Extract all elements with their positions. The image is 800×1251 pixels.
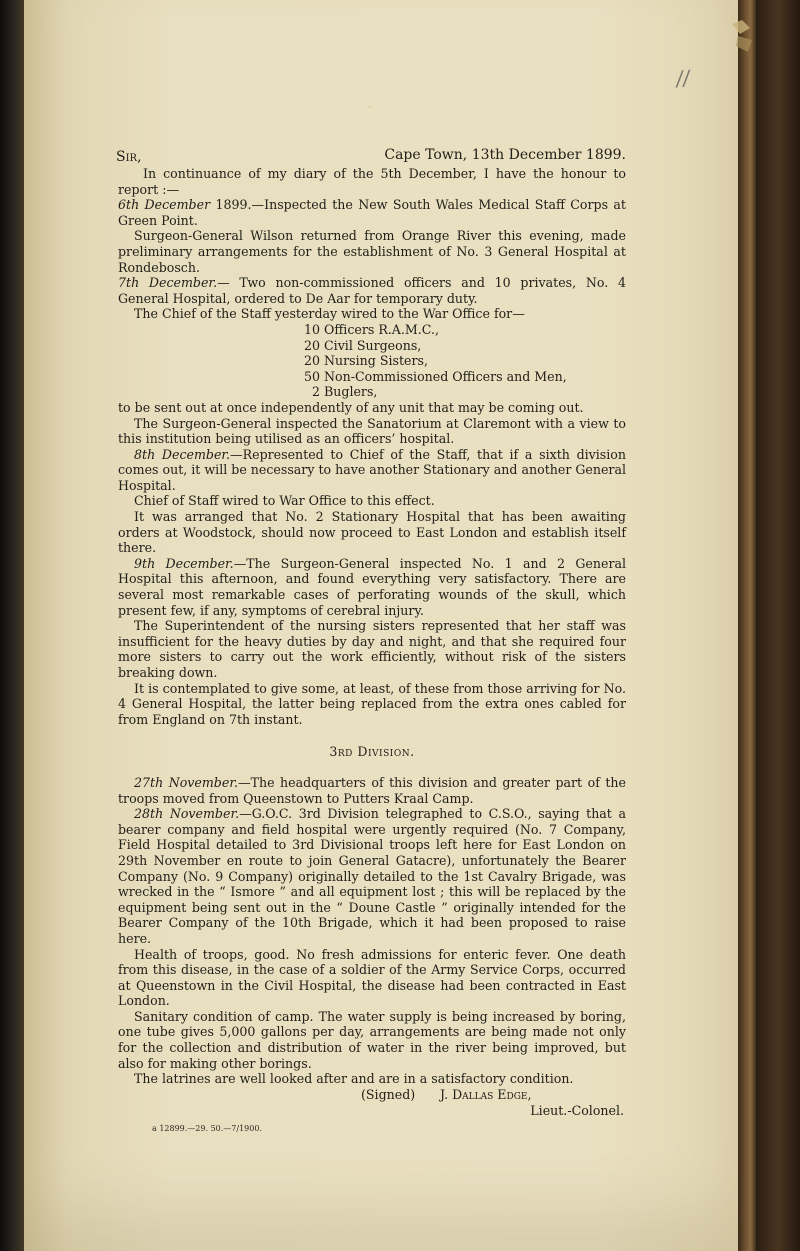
entry-paragraph: Health of troops, good. No fresh admissions for enteric fever. One death from this disease, in the case of a soldier of the Army Service Corps, occurred at Queenstown in the Civil Hospital, the disease had been contracted in East London. xyxy=(118,946,626,1009)
entry-paragraph: Surgeon-General Wilson returned from Orange River this evening, made preliminary arrangements for the establishment of No. 3 General Hospital at Rondebosch. xyxy=(118,228,626,275)
place-date: Cape Town, 13th December 1899. xyxy=(384,147,626,163)
signed-label: (Signed) xyxy=(361,1086,416,1102)
pencil-annotation: // xyxy=(674,65,691,91)
entry-28-november xyxy=(118,806,626,946)
requested-staff-list xyxy=(304,322,626,400)
printer-code: a 12899.—29. 50.—7/1900. xyxy=(152,1123,262,1133)
heading-line xyxy=(118,148,626,166)
entry-paragraph: The latrines are well looked after and are in a satisfactory condition. xyxy=(134,1071,574,1087)
entry-year: 1899. xyxy=(210,197,252,213)
entry-paragraph: The Chief of the Staff yesterday wired to the War Office for— xyxy=(134,306,525,322)
signatory-rank: Lieut.-Colonel. xyxy=(530,1102,624,1118)
list-item: 50 Non-Commissioned Officers and Men, xyxy=(304,368,567,384)
entry-paragraph: The Surgeon-General inspected the Sanatorium at Claremont with a view to this institution being utilised as an officers’ hospital. xyxy=(118,415,626,447)
salutation: Sir, xyxy=(116,149,142,165)
book-spine xyxy=(0,0,24,1251)
torn-corner-icon xyxy=(728,18,758,58)
letter-body xyxy=(118,148,626,1133)
entry-date: 9th December. xyxy=(134,555,234,571)
entry-date: 28th November. xyxy=(134,806,240,822)
entry-8-december xyxy=(118,447,626,494)
entry-text: —Inspected the New South Wales Medical Staff Corps at Green Point. xyxy=(118,197,626,228)
entry-paragraph: It was arranged that No. 2 Stationary Hospital that has been awaiting orders at Woodstock, should now proceed to East London and establish itself there. xyxy=(118,509,626,556)
entry-text: —The headquarters of this division and greater part of the troops moved from Queenstown to Putters Kraal Camp. xyxy=(118,774,626,806)
signature-line xyxy=(118,1087,626,1103)
entry-7-december xyxy=(118,275,626,306)
entry-text: —G.O.C. 3rd Division telegraphed to C.S.O., saying that a bearer company and field hospital were urgently required (No. 7 Company, Field Hospital detailed to 3rd Divisional troops left here for East London on 29th November en route to join General Gatacre), unfortunately the Bearer Company (No. 9 Company) originally detailed to the 1st Cavalry Brigade, was wrecked in the “ Ismore ” and all equipment lost ; this will be replaced by the equipment being sent out in the “ Doune Castle ” originally intended for the Bearer Company of the 10th Brigade, which it had been proposed to raise here. xyxy=(118,806,626,946)
entry-9-december xyxy=(118,556,626,618)
entry-text: —Represented to Chief of the Staff, that if a sixth division comes out, it will be necessary to have another Stationary and another General Hospital. xyxy=(118,446,626,493)
entry-27-november xyxy=(118,775,626,806)
list-item: 2 Buglers, xyxy=(312,384,378,400)
printer-imprint xyxy=(118,1119,626,1133)
binding-board xyxy=(756,0,800,1251)
entry-date: 8th December. xyxy=(134,446,231,462)
entry-date: 6th December xyxy=(118,197,211,213)
entry-6-december xyxy=(118,197,626,228)
entry-date: 27th November. xyxy=(134,774,238,790)
corner-damage xyxy=(728,18,758,58)
signatory-name: J. Dallas Edge, xyxy=(440,1086,532,1102)
section-heading: 3rd Division. xyxy=(329,744,415,760)
entry-paragraph: Sanitary condition of camp. The water supply is being increased by boring, one tube gives 5,000 gallons per day, arrangements are being made not only for the collection and distribution of water in the river being improved, but also for making other borings. xyxy=(118,1008,626,1071)
faint-bleed-mark: · xyxy=(368,100,372,114)
list-item: 10 Officers R.A.M.C., xyxy=(304,321,439,337)
entry-text: —The Surgeon-General inspected No. 1 and 2 General Hospital this afternoon, and found everything very satisfactory. There are several most remarkable cases of perforating wounds of the skull, which present few, if any, symptoms of cerebral injury. xyxy=(118,555,626,618)
entry-date: 7th December. xyxy=(118,275,218,291)
entry-paragraph: The Superintendent of the nursing sisters represented that her staff was insufficient for the heavy duties by day and night, and that she required four more sisters to carry out the work efficiently, without risk of the sisters breaking down. xyxy=(118,618,626,680)
list-item: 20 Nursing Sisters, xyxy=(304,353,428,369)
after-list-text: to be sent out at once independently of any unit that may be coming out. xyxy=(118,399,584,415)
page-edge xyxy=(738,0,756,1251)
entry-paragraph: It is contemplated to give some, at least, of these from those arriving for No. 4 General Hospital, the latter being replaced from the extra ones cabled for from England on 7th instant. xyxy=(118,680,626,727)
entry-paragraph: Chief of Staff wired to War Office to this effect. xyxy=(134,493,435,509)
list-item: 20 Civil Surgeons, xyxy=(304,337,422,353)
entry-text: — Two non-commissioned officers and 10 privates, No. 4 General Hospital, ordered to De Aar for temporary duty. xyxy=(118,275,626,306)
opening-paragraph: In continuance of my diary of the 5th December, I have the honour to report :— xyxy=(118,166,626,197)
rank-line xyxy=(118,1103,626,1119)
